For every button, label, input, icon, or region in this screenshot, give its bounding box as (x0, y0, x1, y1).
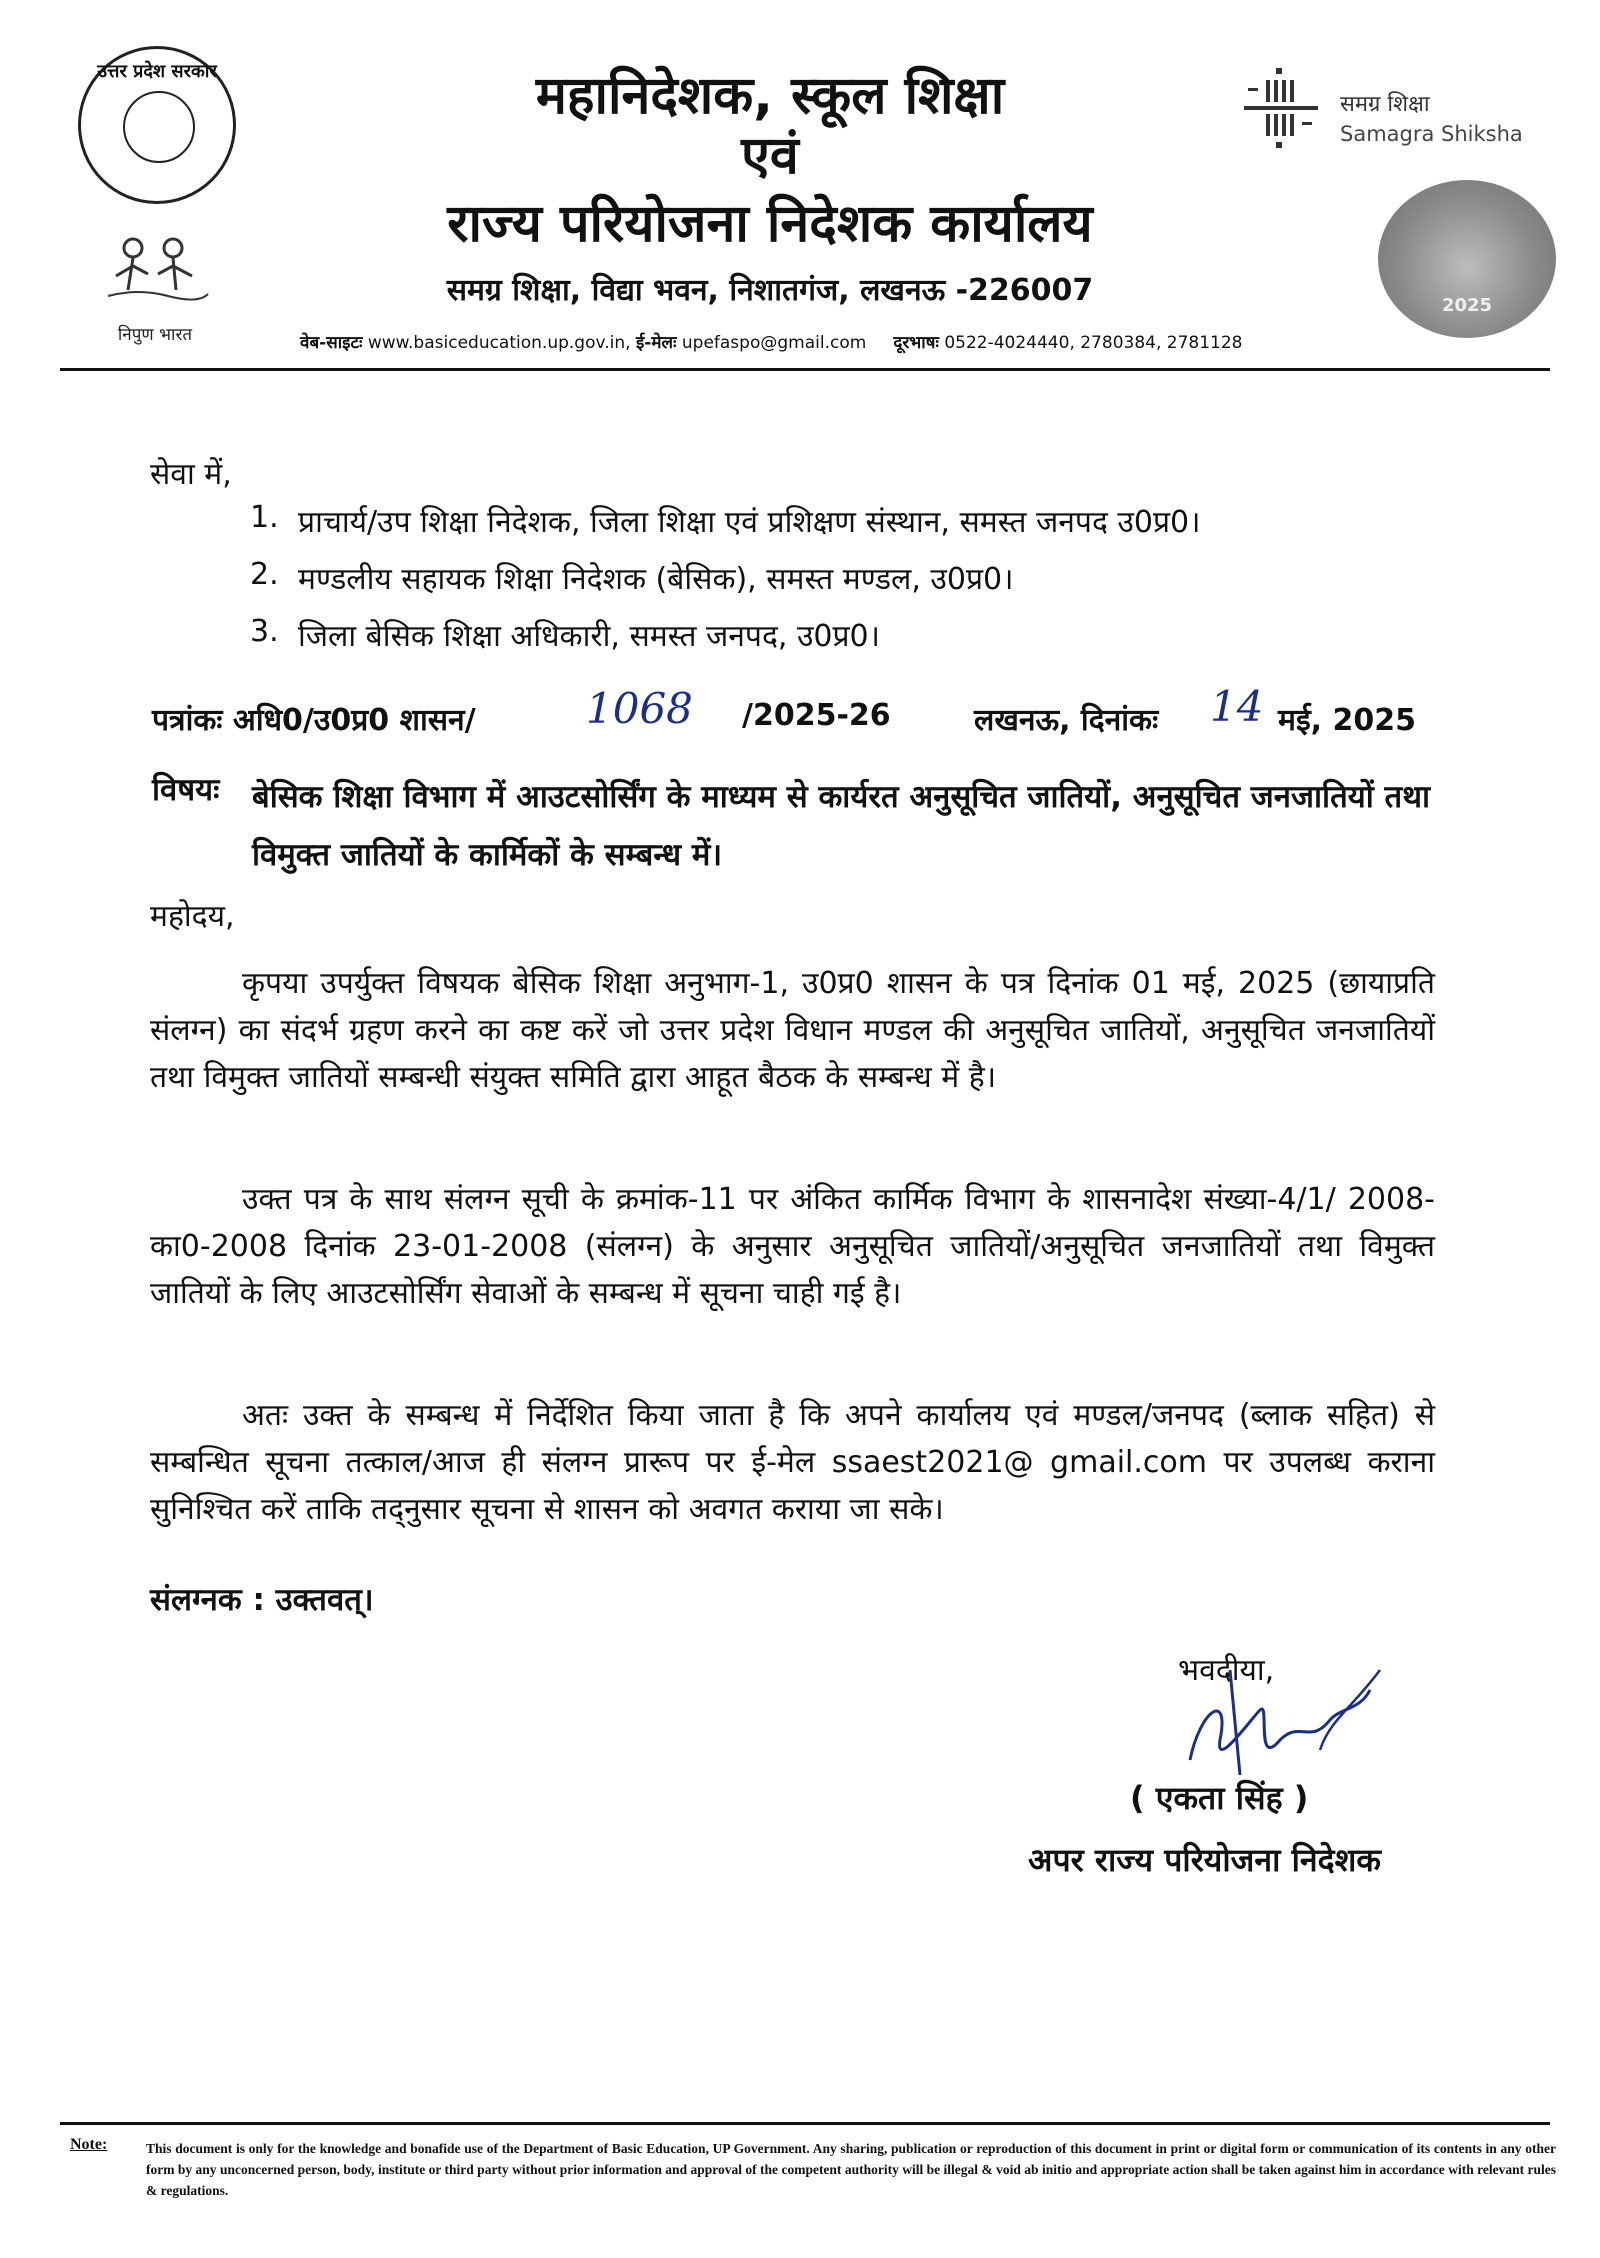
letterhead-title-line1: महानिदेशक, स्कूल शिक्षा (535, 66, 1005, 126)
samagra-shiksha-hindi: समग्र शिक्षा (1340, 92, 1430, 117)
subject-label: विषयः (152, 772, 220, 808)
list-item-text: प्राचार्य/उप शिक्षा निदेशक, जिला शिक्षा एवं प्रशिक्षण संस्थान, समस्त जनपद उ0प्र0। (298, 505, 1201, 540)
up-government-seal-icon (78, 46, 236, 204)
handwritten-letter-number: 1068 (586, 684, 693, 733)
mahakumbh-emblem-icon (1378, 180, 1556, 338)
phone-numbers: 0522-4024440, 2780384, 2781128 (944, 333, 1243, 353)
list-item-number: 3. (250, 614, 279, 649)
list-item-text: जिला बेसिक शिक्षा अधिकारी, समस्त जनपद, उ0प्र0। (298, 619, 881, 654)
signer-name: ( एकता सिंह ) (1130, 1779, 1309, 1817)
reference-prefix: पत्रांकः अधि0/उ0प्र0 शासन/ (152, 703, 476, 738)
list-item-text: मण्डलीय सहायक शिक्षा निदेशक (बेसिक), समस्त मण्डल, उ0प्र0। (298, 562, 1014, 597)
letterhead-title-line3: राज्य परियोजना निदेशक कार्यालय (447, 194, 1093, 254)
contact-line (300, 330, 1410, 353)
seal-text: उत्तर प्रदेश सरकार (97, 61, 217, 82)
enclosure-line: संलग्नक : उक्तवत्। (150, 1582, 374, 1618)
letterhead-title-line2: एवं (741, 126, 799, 186)
list-item-number: 1. (250, 500, 279, 535)
office-address: समग्र शिक्षा, विद्या भवन, निशातगंज, लखनऊ -226007 (446, 273, 1094, 308)
note-label: Note: (70, 2136, 108, 2153)
phone-label: दूरभाषः (893, 333, 939, 353)
list-item (250, 614, 1450, 671)
recipient-list (250, 500, 1450, 671)
nipun-bharat-caption: निपुण भारत (117, 325, 193, 345)
note-text: This document is only for the knowledge and bonafide use of the Department of Basic Education, UP Government. Any sharing, publication or reproduction of this document in print or digital form or communication of its contents in any other form by any unconcerned person, body, institute or third party without prior information and approval of the competent authority will be illegal & void ab initio and appropriate action shall be taken against him in accordance with relevant rules & regulations. (146, 2141, 1556, 2198)
recipients-heading: सेवा में, (150, 457, 232, 492)
samagra-shiksha-english: Samagra Shiksha (1340, 122, 1523, 146)
email-label: ई-मेलः (635, 333, 677, 353)
list-item-number: 2. (250, 557, 279, 592)
list-item (250, 557, 1450, 614)
list-item (250, 500, 1450, 557)
reference-year: /2025-26 (742, 698, 891, 733)
footer-divider (60, 2122, 1550, 2125)
samagra-shiksha-logo-icon (1236, 64, 1326, 152)
email-link[interactable]: upefaspo@gmail.com (681, 333, 867, 353)
body-paragraph (150, 960, 1435, 1101)
signer-designation: अपर राज्य परियोजना निदेशक (1028, 1841, 1381, 1879)
reference-month-year: मई, 2025 (1278, 703, 1417, 738)
website-label: वेब-साइटः (300, 333, 363, 353)
seal-emblem (123, 91, 195, 163)
subject-text: बेसिक शिक्षा विभाग में आउटसोर्सिंग के माध्यम से कार्यरत अनुसूचित जातियों, अनुसूचित जनजातियों तथा विमुक्त जातियों के कार्मिकों के सम्बन्ध में। (252, 779, 1431, 873)
nipun-bharat-logo-icon (98, 230, 218, 310)
body-paragraph (150, 1176, 1435, 1317)
paragraph-text: अतः उक्त के सम्बन्ध में निर्देशित किया जाता है कि अपने कार्यालय एवं मण्डल/जनपद (ब्लाक सहित) से सम्बन्धित सूचना तत्काल/आज ही संलग्न प्रारूप पर ई-मेल ssaest2021@ gmail.com पर उपलब्ध कराना सुनिश्चित करें ताकि तद्नुसार सूचना से शासन को अवगत कराया जा सके। (150, 1398, 1435, 1527)
place-date-label: लखनऊ, दिनांकः (974, 703, 1159, 738)
handwritten-day: 14 (1210, 682, 1264, 731)
greeting: महोदय, (150, 899, 235, 934)
website-link[interactable]: www.basiceducation.up.gov.in, (367, 333, 631, 353)
paragraph-text: कृपया उपर्युक्त विषयक बेसिक शिक्षा अनुभाग-1, उ0प्र0 शासन के पत्र दिनांक 01 मई, 2025 (छायाप्रति संलग्न) का संदर्भ ग्रहण करने का कष्ट करें जो उत्तर प्रदेश विधान मण्डल की अनुसूचित जातियों, अनुसूचित जनजातियों तथा विमुक्त जातियों सम्बन्धी संयुक्त समिति द्वारा आहूत बैठक के सम्बन्ध में है। (150, 966, 1435, 1095)
body-paragraph (150, 1392, 1435, 1533)
closing: भवदीया, (1178, 1653, 1275, 1688)
paragraph-text: उक्त पत्र के साथ संलग्न सूची के क्रमांक-11 पर अंकित कार्मिक विभाग के शासनादेश संख्या-4/1/ 2008- का0-2008 दिनांक 23-01-2008 (संलग्न) के अनुसार अनुसूचित जातियों/अनुसूचित जनजातियों तथा विमुक्त जातियों के लिए आउटसोर्सिंग सेवाओं के सम्बन्ध में सूचना चाही गई है। (150, 1182, 1435, 1311)
emblem-year: 2025 (1441, 295, 1493, 316)
header-divider (60, 368, 1550, 371)
